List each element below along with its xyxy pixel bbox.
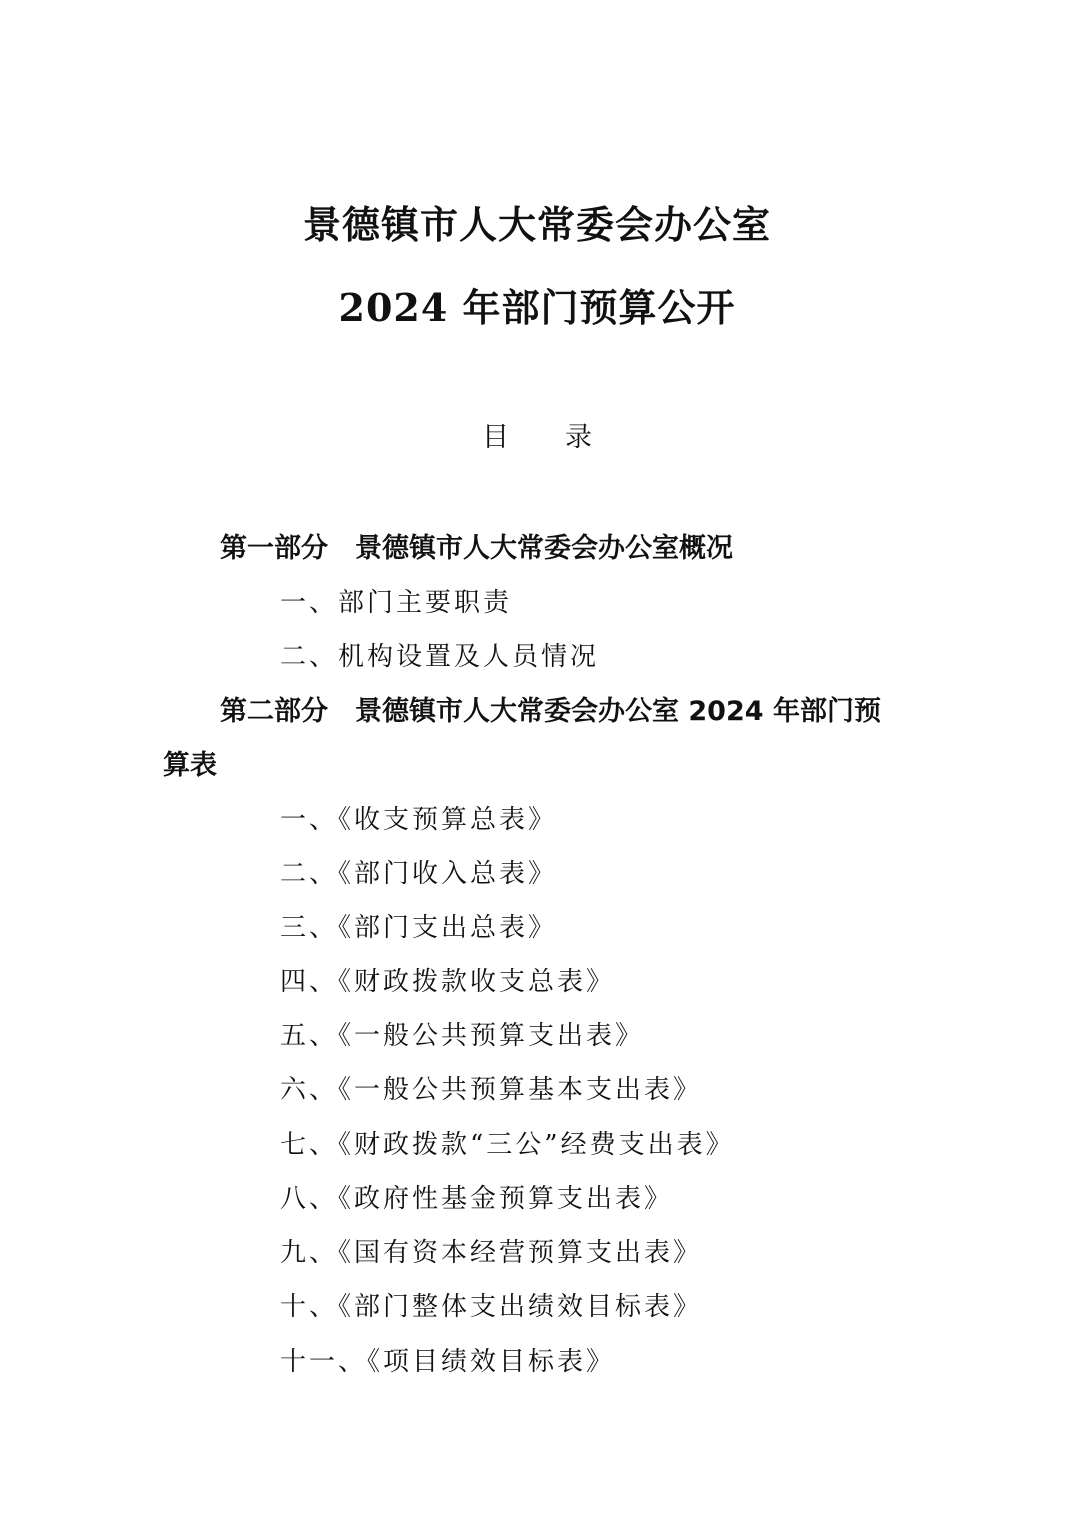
toc-item: 六、《一般公共预算基本支出表》	[280, 1075, 703, 1105]
toc-heading-char-1: 目	[482, 422, 509, 453]
toc-heading	[0, 424, 1074, 451]
toc-item: 九、《国有资本经营预算支出表》	[280, 1238, 703, 1268]
toc-part-1-heading	[220, 535, 733, 562]
toc-item: 八、《政府性基金预算支出表》	[280, 1184, 674, 1214]
toc-item: 二、机构设置及人员情况	[280, 642, 600, 672]
toc-item: 五、《一般公共预算支出表》	[280, 1021, 645, 1051]
document-title-line-1: 景德镇市人大常委会办公室	[302, 202, 771, 247]
toc-item: 二、《部门收入总表》	[280, 859, 558, 889]
toc-part-2-title-line-2: 算表	[163, 750, 217, 781]
toc-item: 七、《财政拨款“三公”经费支出表》	[280, 1130, 735, 1160]
toc-item: 一、部门主要职责	[280, 588, 513, 618]
toc-part-2-title-line-1: 景德镇市人大常委会办公室 2024 年部门预	[355, 696, 881, 727]
toc-part-2-heading	[220, 698, 881, 725]
document-title-line-2: 2024 年部门预算公开	[338, 285, 736, 330]
toc-item: 十一、《项目绩效目标表》	[280, 1347, 616, 1377]
toc-item: 四、《财政拨款收支总表》	[280, 967, 616, 997]
toc-heading-char-2: 录	[565, 422, 592, 453]
toc-part-1-title: 景德镇市人大常委会办公室概况	[355, 533, 733, 564]
toc-part-1-label: 第一部分	[220, 533, 328, 564]
toc-item: 十、《部门整体支出绩效目标表》	[280, 1292, 703, 1322]
toc-part-2-label: 第二部分	[220, 696, 328, 727]
toc-item: 三、《部门支出总表》	[280, 913, 558, 943]
toc-item: 一、《收支预算总表》	[280, 805, 558, 835]
